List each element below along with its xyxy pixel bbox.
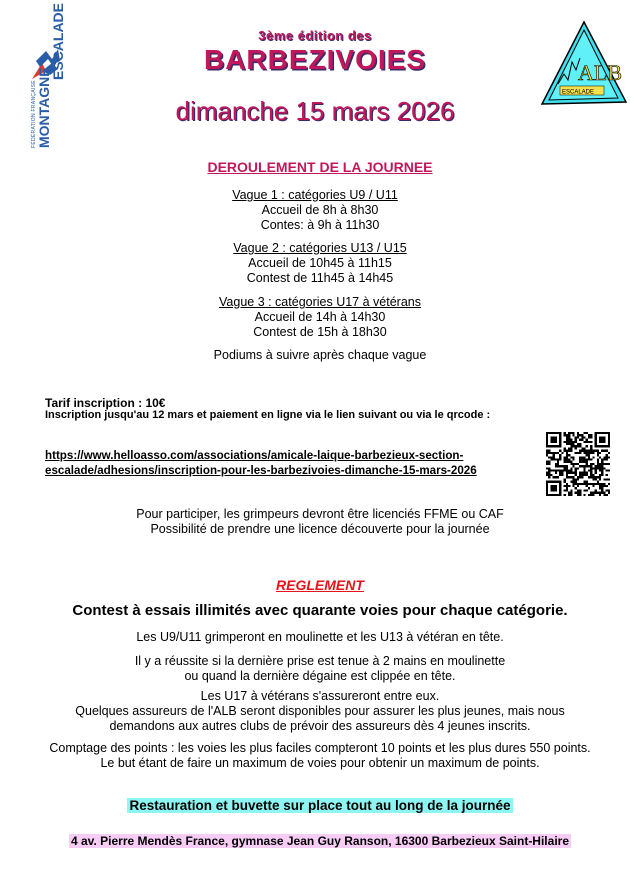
edition-subtitle: 3ème édition des <box>258 28 372 43</box>
vague-2-contest: Contest de 11h45 à 14h45 <box>246 271 394 285</box>
vague-3-contest: Contest de 15h à 18h30 <box>253 325 387 339</box>
licence-line-1: Pour participer, les grimpeurs devront être licenciés FFME ou CAF <box>136 507 504 521</box>
helloasso-link-line-2[interactable]: escalade/adhesions/inscription-pour-les-barbezivoies-dimanche-15-mars-2026 <box>45 464 477 477</box>
reglement-p3-line-1: Les U17 à vétérans s'assureront entre eux. <box>200 689 440 703</box>
vague-3-title: Vague 3 : catégories U17 à vétérans <box>219 295 421 309</box>
vague-1-contest: Contes: à 9h à 11h30 <box>260 218 380 232</box>
reglement-title: REGLEMENT <box>276 577 364 593</box>
restauration-banner <box>20 798 620 813</box>
event-title: BARBEZIVOIES <box>203 44 427 75</box>
helloasso-link[interactable] <box>45 448 535 478</box>
address-text: 4 av. Pierre Mendès France, gymnase Jean Guy Ranson, 16300 Barbezieux Saint-Hilaire <box>71 834 569 848</box>
podiums-text: Podiums à suivre après chaque vague <box>213 348 427 362</box>
vague-1-title: Vague 1 : catégories U9 / U11 <box>232 188 398 202</box>
alb-logo <box>538 18 630 110</box>
inscription-info: Inscription jusqu'au 12 mars et paiement en ligne via le lien suivant ou via le qrcode : <box>45 409 491 421</box>
alb-label: ESCALADE <box>562 89 595 96</box>
licence-line-2: Possibilité de prendre une licence découverte pour la journée <box>150 522 490 536</box>
reglement-p3-line-2: Quelques assureurs de l'ALB seront disponibles pour assurer les plus jeunes, mais nous <box>75 704 565 718</box>
vague-1-accueil: Accueil de 8h à 8h30 <box>261 203 379 217</box>
restauration-text: Restauration et buvette sur place tout au long de la journée <box>129 798 511 813</box>
helloasso-link-line-1[interactable]: https://www.helloasso.com/associations/amicale-laique-barbezieux-section- <box>45 449 464 462</box>
reglement-p4-line-1: Comptage des points : les voies les plus faciles compteront 10 points et les plus dures 550 points. <box>49 741 591 755</box>
event-date: dimanche 15 mars 2026 <box>175 96 455 126</box>
address-banner <box>20 834 620 848</box>
reglement-p2-line-2: ou quand la dernière dégaine est clippée en tête. <box>184 669 456 683</box>
reglement-p3-line-3: demandons aux autres clubs de prévoir des assureurs dès 4 jeunes inscrits. <box>109 719 531 733</box>
ffme-federation-text: FÉDÉRATION FRANÇAISE <box>31 80 37 148</box>
deroulement-title: DEROULEMENT DE LA JOURNEE <box>207 159 433 175</box>
ffme-escalade-text: ESCALADE <box>50 2 66 80</box>
vague-2-title: Vague 2 : catégories U13 / U15 <box>233 241 407 255</box>
alb-letters: ALB <box>578 60 622 85</box>
ffme-montagne-text: MONTAGNE <box>36 67 52 148</box>
vague-3-accueil: Accueil de 14h à 14h30 <box>254 310 386 324</box>
tarif-text: Tarif inscription : 10€ <box>45 396 166 410</box>
reglement-main: Contest à essais illimités avec quarante voies pour chaque catégorie. <box>72 602 568 619</box>
reglement-p1: Les U9/U11 grimperont en moulinette et les U13 à vétéran en tête. <box>136 630 504 644</box>
reglement-p4-line-2: Le but étant de faire un maximum de voies pour obtenir un maximum de points. <box>100 756 540 770</box>
vague-2-accueil: Accueil de 10h45 à 11h15 <box>248 256 392 270</box>
qr-code[interactable] <box>546 432 610 496</box>
reglement-p2-line-1: Il y a réussite si la dernière prise est tenue à 2 mains en moulinette <box>134 654 506 668</box>
